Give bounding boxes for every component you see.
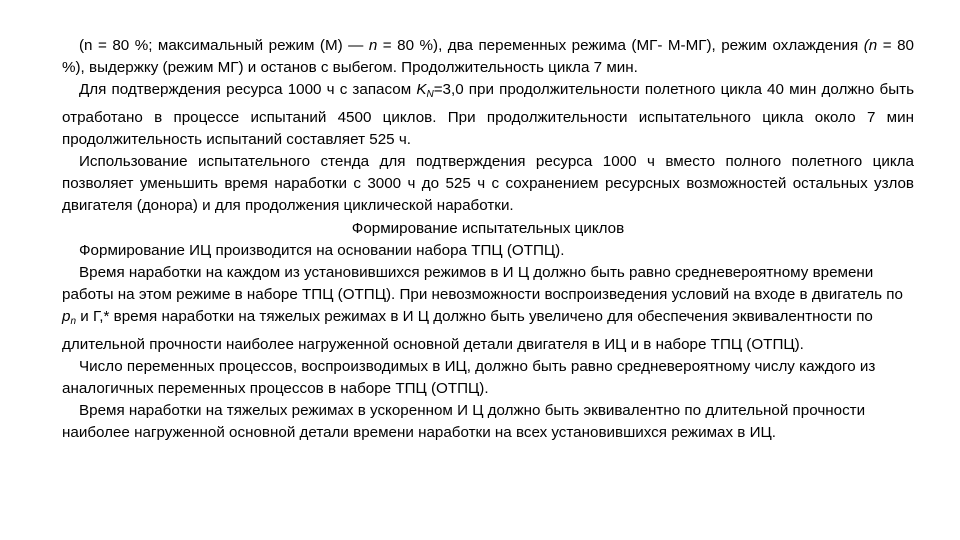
text-run: = 80 %), два переменных режима (МГ- М-МГ), режим охлаждения: [377, 37, 864, 54]
text-run: Время наработки на каждом из установившихся режимов в И Ц должно быть равно средневероятному времени работы на этом режиме в наборе ТПЦ (ОТПЦ). При невозможности воспроизведения условий на входе в двигатель по: [62, 264, 903, 304]
paragraph-cycle-formation: Формирование ИЦ производится на основании набора ТПЦ (ОТПЦ).: [79, 241, 565, 259]
paragraph-resource-confirmation: [62, 79, 914, 151]
symbol-p: р: [62, 308, 71, 326]
symbol-n: n: [368, 37, 378, 54]
symbol-k: K: [416, 81, 427, 99]
symbol-n: (n: [863, 37, 878, 54]
paragraph-operating-time: [62, 262, 914, 356]
paragraph-test-stand-usage: Использование испытательного стенда для подтверждения ресурса 1000 ч вместо полного полетного цикла позволяет уменьшить время наработки с 3000 ч до 525 ч с сохранением ресурсных возможностей остальных узлов двигателя (донора) и для продолжения циклической наработки.: [62, 153, 914, 215]
text-run: Для подтверждения ресурса 1000 ч с запасом: [79, 81, 417, 99]
subscript-n: N: [426, 89, 434, 101]
text-run: =3,0 при продолжительности полетного цикла 40 мин должно быть отработано в процессе испытаний 4500 циклов. При продолжительности испытательного цикла около 7 мин продолжительность испытаний составляет 525 ч.: [62, 81, 915, 148]
document-page: [62, 35, 914, 445]
subscript-n: n: [70, 316, 77, 328]
paragraph-heavy-modes: Время наработки на тяжелых режимах в ускоренном И Ц должно быть эквивалентно по длительной прочности наиболее нагруженной основной детали времени наработки на всех установившихся режимах в ИЦ.: [62, 402, 866, 442]
text-run: = 80 %), выдержку (режим МГ) и останов с выбегом. Продолжительность цикла 7 мин.: [62, 37, 914, 77]
section-heading: Формирование испытательных циклов: [351, 219, 625, 237]
paragraph-test-cycle-modes: [62, 35, 914, 79]
text-run: (n = 80 %; максимальный режим (М) —: [79, 37, 369, 54]
text-run: и Г,* время наработки на тяжелых режимах в И Ц должно быть увеличено для обеспечения эквивалентности по длительной прочности наиболее нагруженной основной детали двигателя в ИЦ и в наборе ТПЦ (ОТПЦ).: [62, 308, 873, 353]
paragraph-transient-processes: Число переменных процессов, воспроизводимых в ИЦ, должно быть равно средневероятному числу каждого из аналогичных переменных процессов в наборе ТПЦ (ОТПЦ).: [62, 357, 876, 398]
